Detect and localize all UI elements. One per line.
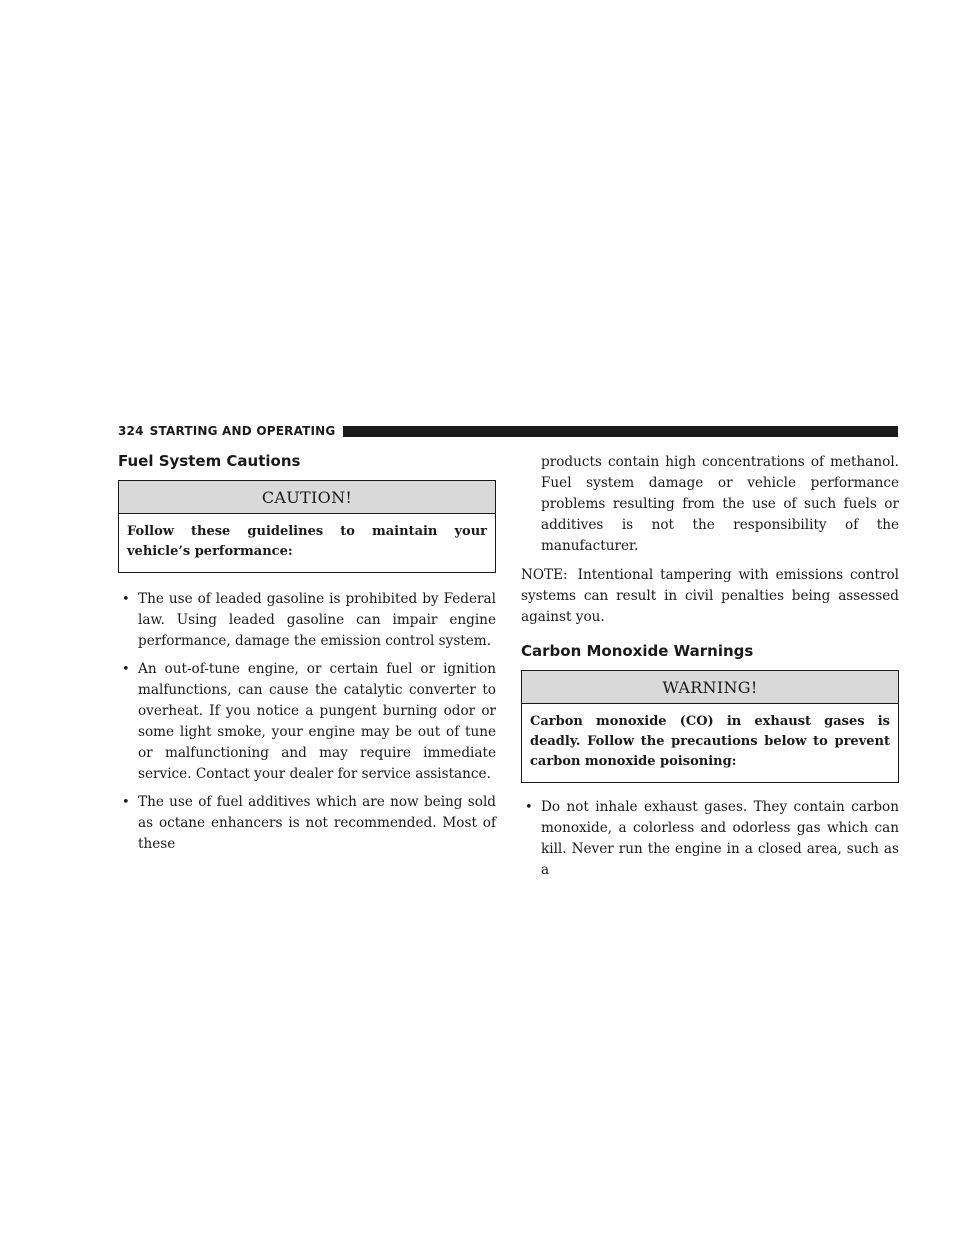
right-column	[521, 452, 899, 888]
list-item	[521, 797, 899, 881]
section-heading-fuel-system: Fuel System Cautions	[118, 452, 301, 470]
list-item-text: The use of leaded gasoline is prohibited by Federal law. Using leaded gasoline can impair engine performance, damage the emission control system.	[138, 591, 496, 649]
fuel-caution-list	[118, 589, 496, 855]
section-name: STARTING AND OPERATING	[149, 424, 336, 438]
bullet-icon: •	[122, 592, 130, 607]
note-text: Intentional tampering with emissions control systems can result in civil penalties being assessed against you.	[521, 567, 899, 625]
list-item	[118, 792, 496, 855]
caution-box	[118, 480, 496, 573]
list-item	[118, 589, 496, 652]
list-item	[118, 659, 496, 785]
bullet-icon: •	[525, 800, 533, 815]
section-heading-carbon-monoxide: Carbon Monoxide Warnings	[521, 642, 754, 660]
caution-body: Follow these guidelines to maintain your vehicle’s performance:	[127, 524, 487, 559]
left-column	[118, 452, 496, 862]
header-rule	[343, 426, 898, 437]
page-number: 324	[118, 424, 144, 438]
co-warning-list	[521, 797, 899, 881]
list-item-text: Do not inhale exhaust gases. They contain carbon monoxide, a colorless and odorless gas which can kill. Never run the engine in a closed area, such as a	[541, 799, 899, 878]
continued-bullet-text: products contain high concentrations of methanol. Fuel system damage or vehicle performance problems resulting from the use of such fuels or additives is not the responsibility of the manufacturer.	[541, 454, 899, 554]
caution-title: CAUTION!	[119, 481, 495, 514]
bullet-icon: •	[122, 795, 130, 810]
list-item-text: The use of fuel additives which are now being sold as octane enhancers is not recommended. Most of these	[138, 794, 496, 852]
warning-body: Carbon monoxide (CO) in exhaust gases is deadly. Follow the precautions below to prevent carbon monoxide poisoning:	[530, 714, 890, 769]
warning-box	[521, 670, 899, 783]
note-paragraph	[521, 565, 899, 628]
warning-title: WARNING!	[522, 671, 898, 704]
list-item-text: An out-of-tune engine, or certain fuel or ignition malfunctions, can cause the catalytic converter to overheat. If you notice a pungent burning odor or some light smoke, your engine may be out of tune or malfunctioning and may require immediate service. Contact your dealer for service assistance.	[138, 661, 496, 782]
bullet-icon: •	[122, 662, 130, 677]
note-label: NOTE:	[521, 567, 568, 583]
running-header	[118, 424, 898, 438]
